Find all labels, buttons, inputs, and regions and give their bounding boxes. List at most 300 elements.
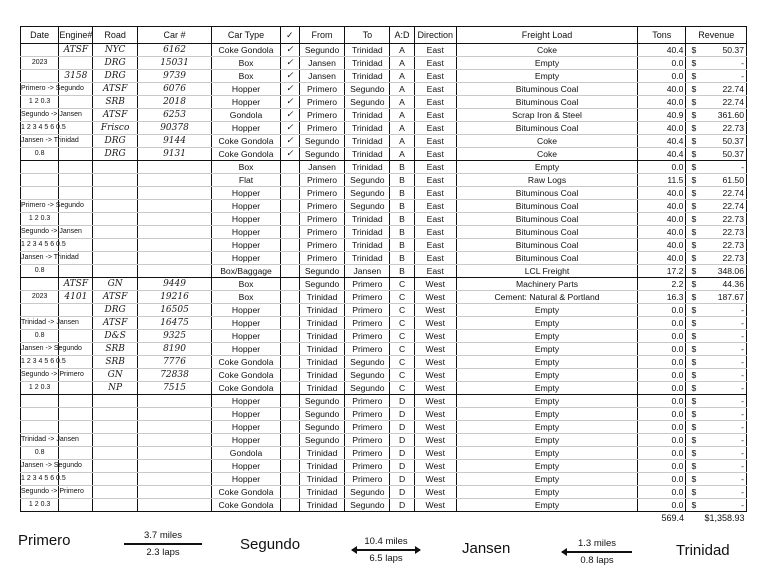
- currency-symbol: $: [691, 383, 697, 393]
- cell-car: [137, 395, 212, 408]
- table-row: [21, 135, 747, 148]
- cell-engine: [59, 148, 93, 161]
- currency-symbol: $: [691, 344, 697, 354]
- cell-type: Hopper: [212, 395, 280, 408]
- cell-rev: [686, 265, 747, 278]
- table-row: [21, 109, 747, 122]
- cell-type: Hopper: [212, 200, 280, 213]
- currency-symbol: $: [691, 500, 697, 510]
- cell-type: Gondola: [212, 109, 280, 122]
- cell-ad: B: [390, 252, 414, 265]
- cell-rev: [686, 161, 747, 174]
- cell-left: 0.8: [21, 447, 59, 460]
- cell-to: Trinidad: [345, 252, 390, 265]
- cell-road: [93, 252, 137, 265]
- table-row: [21, 486, 747, 499]
- cell-from: Trinidad: [299, 330, 344, 343]
- cell-rev: [686, 239, 747, 252]
- cell-ad: C: [390, 278, 414, 291]
- cell-ad: D: [390, 499, 414, 512]
- cell-load: Empty: [456, 473, 637, 486]
- revenue-value: 44.36: [722, 279, 744, 289]
- cell-car: [137, 473, 212, 486]
- cell-rev: [686, 96, 747, 109]
- town-jansen: Jansen: [462, 540, 511, 557]
- currency-symbol: $: [691, 370, 697, 380]
- cell-tons: 0.0: [638, 57, 686, 70]
- cell-road: [93, 187, 137, 200]
- cell-car: [137, 486, 212, 499]
- cell-left: [21, 174, 59, 187]
- cell-dir: East: [414, 252, 456, 265]
- cell-chk: [280, 200, 299, 213]
- cell-dir: East: [414, 122, 456, 135]
- cell-ad: D: [390, 395, 414, 408]
- currency-symbol: $: [691, 162, 697, 172]
- cell-dir: East: [414, 44, 456, 57]
- cell-from: Trinidad: [299, 356, 344, 369]
- cell-tons: 0.0: [638, 382, 686, 395]
- cell-to: Primero: [345, 330, 390, 343]
- cell-ad: D: [390, 408, 414, 421]
- revenue-value: 22.74: [722, 84, 744, 94]
- currency-symbol: $: [691, 214, 697, 224]
- cell-load: LCL Freight: [456, 265, 637, 278]
- cell-dir: West: [414, 421, 456, 434]
- currency-symbol: $: [691, 227, 697, 237]
- cell-engine: 4101: [59, 291, 93, 304]
- cell-dir: East: [414, 148, 456, 161]
- route-diagram: [0, 522, 768, 576]
- header-cell: Date: [21, 27, 59, 44]
- cell-rev: [686, 148, 747, 161]
- cell-left: Trinidad -> Jansen: [21, 317, 59, 330]
- town-segundo: Segundo: [240, 536, 301, 553]
- cell-ad: A: [390, 122, 414, 135]
- cell-chk: ✓: [280, 135, 299, 148]
- cell-chk: ✓: [280, 83, 299, 96]
- cell-ad: A: [390, 135, 414, 148]
- cell-road: SRB: [93, 343, 137, 356]
- table-row: [21, 96, 747, 109]
- cell-dir: West: [414, 317, 456, 330]
- cell-type: Box: [212, 161, 280, 174]
- cell-engine: [59, 174, 93, 187]
- currency-symbol: $: [691, 487, 697, 497]
- cell-rev: [686, 395, 747, 408]
- revenue-value: -: [741, 435, 744, 445]
- cell-rev: [686, 252, 747, 265]
- cell-tons: 0.0: [638, 473, 686, 486]
- leg-primero-segundo: [124, 530, 202, 558]
- revenue-value: 22.73: [722, 214, 744, 224]
- cell-car: [137, 187, 212, 200]
- cell-type: Hopper: [212, 83, 280, 96]
- cell-engine: [59, 265, 93, 278]
- cell-rev: [686, 57, 747, 70]
- cell-road: DRG: [93, 304, 137, 317]
- cell-to: Trinidad: [345, 213, 390, 226]
- cell-dir: East: [414, 200, 456, 213]
- revenue-value: -: [741, 461, 744, 471]
- cell-left: 1 2 0.3: [21, 213, 59, 226]
- cell-car: [137, 252, 212, 265]
- cell-car: 15031: [137, 57, 212, 70]
- cell-tons: 40.4: [638, 148, 686, 161]
- cell-tons: 0.0: [638, 499, 686, 512]
- cell-dir: East: [414, 70, 456, 83]
- cell-left: Jansen -> Segundo: [21, 343, 59, 356]
- cell-engine: [59, 96, 93, 109]
- cell-ad: D: [390, 447, 414, 460]
- cell-tons: 0.0: [638, 356, 686, 369]
- revenue-value: 22.73: [722, 253, 744, 263]
- cell-road: [93, 499, 137, 512]
- cell-chk: ✓: [280, 57, 299, 70]
- table-header-row: [21, 27, 747, 44]
- cell-load: Empty: [456, 70, 637, 83]
- table-row: [21, 317, 747, 330]
- cell-dir: West: [414, 304, 456, 317]
- cell-type: Hopper: [212, 226, 280, 239]
- table-row: [21, 343, 747, 356]
- cell-from: Primero: [299, 252, 344, 265]
- currency-symbol: $: [691, 188, 697, 198]
- currency-symbol: $: [691, 435, 697, 445]
- revenue-value: 22.73: [722, 240, 744, 250]
- cell-chk: [280, 460, 299, 473]
- cell-chk: [280, 330, 299, 343]
- cell-load: Bituminous Coal: [456, 239, 637, 252]
- cell-tons: 40.0: [638, 96, 686, 109]
- cell-to: Jansen: [345, 265, 390, 278]
- table-row: [21, 252, 747, 265]
- cell-left: Segundo -> Jansen: [21, 226, 59, 239]
- currency-symbol: $: [691, 448, 697, 458]
- cell-left: 0.8: [21, 330, 59, 343]
- cell-from: Trinidad: [299, 369, 344, 382]
- cell-car: 2018: [137, 96, 212, 109]
- cell-rev: [686, 434, 747, 447]
- table-row: [21, 200, 747, 213]
- cell-road: DRG: [93, 135, 137, 148]
- cell-from: Segundo: [299, 278, 344, 291]
- cell-dir: West: [414, 291, 456, 304]
- cell-dir: East: [414, 213, 456, 226]
- table-row: [21, 239, 747, 252]
- cell-car: 90378: [137, 122, 212, 135]
- cell-road: [93, 226, 137, 239]
- cell-from: Primero: [299, 83, 344, 96]
- cell-from: Trinidad: [299, 343, 344, 356]
- cell-rev: [686, 330, 747, 343]
- cell-type: Hopper: [212, 317, 280, 330]
- town-trinidad: Trinidad: [676, 542, 730, 559]
- table-row: [21, 460, 747, 473]
- cell-left: [21, 44, 59, 57]
- leg-segundo-jansen: [352, 536, 420, 564]
- cell-chk: [280, 161, 299, 174]
- cell-car: [137, 161, 212, 174]
- cell-type: Box: [212, 291, 280, 304]
- revenue-value: -: [741, 357, 744, 367]
- header-cell: Freight Load: [456, 27, 637, 44]
- cell-chk: [280, 421, 299, 434]
- cell-dir: East: [414, 135, 456, 148]
- cell-to: Segundo: [345, 174, 390, 187]
- cell-road: SRB: [93, 356, 137, 369]
- cell-to: Segundo: [345, 369, 390, 382]
- cell-ad: C: [390, 304, 414, 317]
- cell-from: Trinidad: [299, 499, 344, 512]
- cell-dir: East: [414, 187, 456, 200]
- cell-rev: [686, 317, 747, 330]
- cell-car: 72838: [137, 369, 212, 382]
- cell-road: DRG: [93, 70, 137, 83]
- cell-chk: [280, 447, 299, 460]
- cell-ad: B: [390, 239, 414, 252]
- cell-ad: A: [390, 70, 414, 83]
- cell-tons: 0.0: [638, 330, 686, 343]
- cell-road: [93, 200, 137, 213]
- cell-left: 1 2 3 4 5 6 0.5: [21, 122, 59, 135]
- cell-rev: [686, 473, 747, 486]
- cell-to: Segundo: [345, 382, 390, 395]
- cell-dir: East: [414, 96, 456, 109]
- cell-road: [93, 239, 137, 252]
- arrow-left-icon: [562, 551, 632, 553]
- cell-ad: A: [390, 96, 414, 109]
- cell-to: Segundo: [345, 83, 390, 96]
- cell-chk: ✓: [280, 109, 299, 122]
- cell-type: Hopper: [212, 187, 280, 200]
- cell-left: 1 2 3 4 5 6 0.5: [21, 239, 59, 252]
- cell-road: [93, 460, 137, 473]
- cell-road: [93, 174, 137, 187]
- cell-tons: 40.9: [638, 109, 686, 122]
- cell-left: 0.8: [21, 148, 59, 161]
- cell-from: Jansen: [299, 161, 344, 174]
- table-row: [21, 408, 747, 421]
- cell-rev: [686, 343, 747, 356]
- revenue-value: 187.67: [717, 292, 744, 302]
- revenue-value: -: [741, 422, 744, 432]
- currency-symbol: $: [691, 409, 697, 419]
- cell-road: SRB: [93, 96, 137, 109]
- cell-dir: West: [414, 460, 456, 473]
- cell-car: [137, 239, 212, 252]
- cell-type: Hopper: [212, 330, 280, 343]
- cell-to: Trinidad: [345, 239, 390, 252]
- table-row: [21, 265, 747, 278]
- cell-engine: [59, 161, 93, 174]
- cell-load: Bituminous Coal: [456, 252, 637, 265]
- cell-load: Cement: Natural & Portland: [456, 291, 637, 304]
- cell-load: Empty: [456, 434, 637, 447]
- switch-list-sheet: [20, 26, 747, 522]
- cell-car: [137, 447, 212, 460]
- currency-symbol: $: [691, 71, 697, 81]
- currency-symbol: $: [691, 175, 697, 185]
- cell-dir: East: [414, 83, 456, 96]
- table-row: [21, 83, 747, 96]
- table-row: [21, 369, 747, 382]
- revenue-value: 361.60: [717, 110, 744, 120]
- cell-to: Trinidad: [345, 70, 390, 83]
- cell-rev: [686, 200, 747, 213]
- cell-car: [137, 265, 212, 278]
- cell-car: [137, 408, 212, 421]
- cell-dir: West: [414, 278, 456, 291]
- cell-from: Segundo: [299, 408, 344, 421]
- cell-car: 6076: [137, 83, 212, 96]
- revenue-value: 22.73: [722, 123, 744, 133]
- cell-type: Coke Gondola: [212, 148, 280, 161]
- cell-rev: [686, 304, 747, 317]
- cell-left: [21, 395, 59, 408]
- cell-to: Primero: [345, 317, 390, 330]
- cell-type: Hopper: [212, 473, 280, 486]
- currency-symbol: $: [691, 240, 697, 250]
- revenue-value: 61.50: [722, 175, 744, 185]
- cell-dir: East: [414, 57, 456, 70]
- cell-rev: [686, 291, 747, 304]
- revenue-value: -: [741, 383, 744, 393]
- header-cell: Tons: [638, 27, 686, 44]
- cell-load: Raw Logs: [456, 174, 637, 187]
- cell-type: Hopper: [212, 96, 280, 109]
- revenue-value: 22.74: [722, 201, 744, 211]
- cell-chk: ✓: [280, 122, 299, 135]
- cell-tons: 17.2: [638, 265, 686, 278]
- cell-road: DRG: [93, 57, 137, 70]
- currency-symbol: $: [691, 110, 697, 120]
- cell-car: 6253: [137, 109, 212, 122]
- cell-engine: [59, 421, 93, 434]
- cell-load: Empty: [456, 356, 637, 369]
- cell-type: Gondola: [212, 447, 280, 460]
- cell-road: [93, 473, 137, 486]
- cell-car: 6162: [137, 44, 212, 57]
- cell-car: [137, 499, 212, 512]
- cell-car: 7515: [137, 382, 212, 395]
- cell-type: Coke Gondola: [212, 486, 280, 499]
- cell-to: Trinidad: [345, 148, 390, 161]
- cell-ad: C: [390, 291, 414, 304]
- cell-tons: 0.0: [638, 317, 686, 330]
- currency-symbol: $: [691, 136, 697, 146]
- cell-load: Empty: [456, 369, 637, 382]
- cell-chk: [280, 317, 299, 330]
- cell-tons: 40.0: [638, 252, 686, 265]
- table-row: [21, 213, 747, 226]
- cell-left: Trinidad -> Jansen: [21, 434, 59, 447]
- cell-dir: East: [414, 109, 456, 122]
- leg-miles: 1.3 miles: [577, 538, 616, 549]
- cell-load: Empty: [456, 382, 637, 395]
- currency-symbol: $: [691, 84, 697, 94]
- cell-to: Primero: [345, 473, 390, 486]
- cell-to: Primero: [345, 460, 390, 473]
- cell-tons: 0.0: [638, 343, 686, 356]
- cell-to: Trinidad: [345, 109, 390, 122]
- cell-left: Primero -> Segundo: [21, 83, 59, 96]
- table-row: [21, 434, 747, 447]
- cell-road: [93, 395, 137, 408]
- cell-tons: 40.0: [638, 187, 686, 200]
- cell-road: ATSF: [93, 317, 137, 330]
- cell-dir: East: [414, 161, 456, 174]
- cell-to: Segundo: [345, 499, 390, 512]
- cell-dir: East: [414, 226, 456, 239]
- cell-load: Empty: [456, 421, 637, 434]
- cell-road: GN: [93, 278, 137, 291]
- cell-ad: B: [390, 174, 414, 187]
- cell-load: Scrap Iron & Steel: [456, 109, 637, 122]
- cell-tons: 0.0: [638, 434, 686, 447]
- header-cell: Road: [93, 27, 137, 44]
- cell-tons: 40.4: [638, 135, 686, 148]
- cell-rev: [686, 486, 747, 499]
- table-row: [21, 447, 747, 460]
- currency-symbol: $: [691, 396, 697, 406]
- total-tons: 569.4: [661, 513, 684, 523]
- cell-engine: [59, 382, 93, 395]
- cell-load: Machinery Parts: [456, 278, 637, 291]
- cell-to: Trinidad: [345, 135, 390, 148]
- cell-chk: [280, 395, 299, 408]
- cell-road: [93, 213, 137, 226]
- table-row: [21, 187, 747, 200]
- cell-from: Segundo: [299, 148, 344, 161]
- table-row: [21, 356, 747, 369]
- cell-left: Segundo -> Primero: [21, 486, 59, 499]
- currency-symbol: $: [691, 331, 697, 341]
- cell-dir: West: [414, 447, 456, 460]
- cell-car: 9144: [137, 135, 212, 148]
- table-row: [21, 499, 747, 512]
- cell-type: Hopper: [212, 408, 280, 421]
- header-cell: ✓: [280, 27, 299, 44]
- cell-dir: West: [414, 473, 456, 486]
- cell-load: Empty: [456, 499, 637, 512]
- cell-left: [21, 278, 59, 291]
- cell-left: 1 2 3 4 5 6 0.5: [21, 356, 59, 369]
- cell-ad: C: [390, 317, 414, 330]
- cell-chk: [280, 304, 299, 317]
- table-row: [21, 291, 747, 304]
- header-cell: Revenue: [686, 27, 747, 44]
- cell-to: Segundo: [345, 200, 390, 213]
- cell-chk: [280, 174, 299, 187]
- cell-load: Empty: [456, 447, 637, 460]
- cell-rev: [686, 278, 747, 291]
- cell-road: ATSF: [93, 109, 137, 122]
- cell-engine: [59, 395, 93, 408]
- cell-rev: [686, 408, 747, 421]
- revenue-value: -: [741, 500, 744, 510]
- cell-tons: 0.0: [638, 486, 686, 499]
- currency-symbol: $: [691, 461, 697, 471]
- cell-left: [21, 408, 59, 421]
- leg-miles: 10.4 miles: [364, 536, 408, 547]
- cell-from: Primero: [299, 174, 344, 187]
- table-row: [21, 161, 747, 174]
- cell-tons: 0.0: [638, 408, 686, 421]
- cell-tons: 40.0: [638, 83, 686, 96]
- cell-chk: [280, 291, 299, 304]
- cell-left: Jansen -> Segundo: [21, 460, 59, 473]
